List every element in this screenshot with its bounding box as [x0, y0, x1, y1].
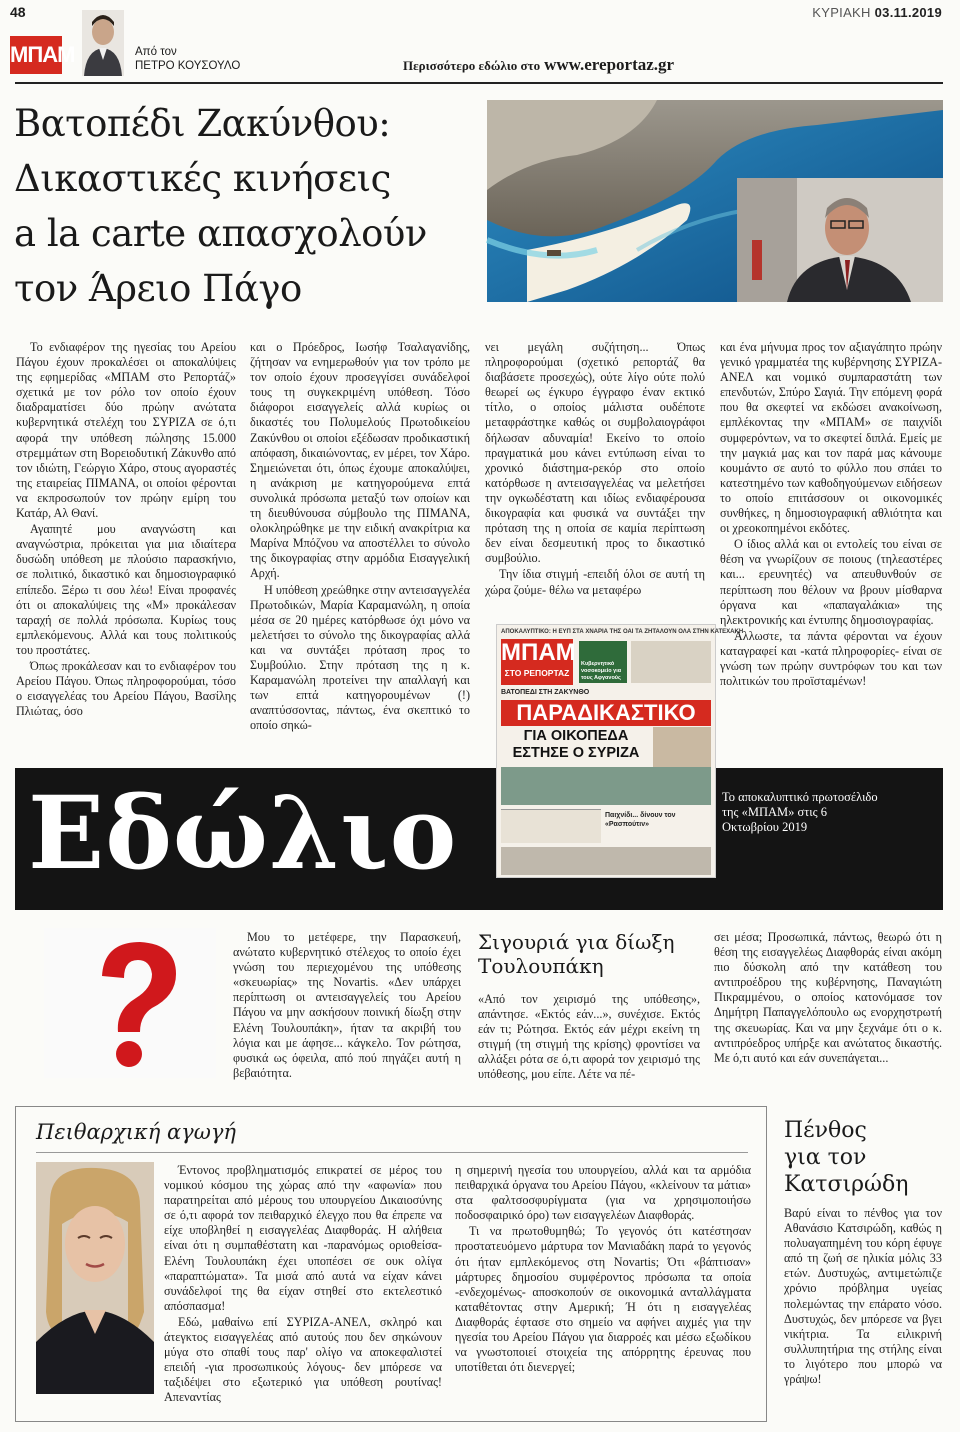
discipline-column-2 [455, 1163, 751, 1376]
zakynthos-beach-photo [487, 100, 943, 302]
headline-line: Δικαστικές κινήσεις [14, 157, 391, 200]
paragraph: νει μεγάλη συζήτηση... Όπως πληροφορούμαι (σχετικό ρεπορτάζ θα διαβάσετε προσεχώς), ούτε λίγο ούτε πολύ θεωρεί ως έγκυρο έγγραφο έναν εκτικό τίτλο, ο οποίος μάλιστα ουδέποτε μεταφράστηκε καθώς οι συμβολαιογράφοι δήλωσαν αδυναμία! Εκείνο το οποίο πραγματικά μου κάνει εντύπωση είναι το χρονικό διάστημα-ρεκόρ στο οποίο κατόρθωσε η αντεισαγγελέας να μελετήσει την ογκωδέστατη και ιδίως ενδιαφέρουσα δικογραφία και φυσικά να συντάξει την πρόταση της η οποία σε καμία περίπτωση δεν είναι δεσμευτική προς το δικαστικό συμβούλιο. [485, 340, 705, 566]
cover-text-block [501, 809, 601, 843]
paragraph: Άλλωστε, τα πάντα φέρονται να έχουν καταγραφεί και -κατά πληροφορίες- είναι σε γνώση των πρώην συντρόφων του και των πολιτικών του προϊσταμένων! [720, 628, 942, 689]
middle-column-1 [233, 930, 461, 1082]
paragraph: Το ενδιαφέρον της ηγεσίας του Αρείου Πάγου έχουν προκαλέσει οι αποκαλύψεις της εφημερίδας «ΜΠΑΜ στο Ρεπορτάζ» σχετικά με τον ρόλο τον οποίο έχουν διαδραματίσει δύο πρώην ανώτατα κυβερνητικά στελέχη του ΣΥΡΙΖΑ σε ό,τι αφορά την υπόθεση πώλησης 15.000 στρεμμάτων στη Βορειοδυτική Ζάκυνθο από τον ιδιώτη, Γεώργιο Χάρο, στους αγοραστές της εταιρείας ΠΙΜΑΝΑ, οι οποίοι φέρονται να εκπροσωπούν τον πρώην εμίρη του Κατάρ, Αλ Θανί. [16, 340, 236, 521]
day-label: ΚΥΡΙΑΚΗ [812, 5, 871, 20]
cover-kicker: ΒΑΤΟΠΕΔΙ ΣΤΗ ΖΑΚΥΝΘΟ [501, 689, 590, 696]
paragraph: Την ίδια στιγμή -επειδή όλοι σε αυτή τη χώρα ζούμε- θέλω να μεταφέρω [485, 567, 705, 597]
paragraph: Εδώ, μαθαίνω επί ΣΥΡΙΖΑ-ΑΝΕΛ, σκληρό και άτεγκτος εισαγγελέας από αυτούς που δεν σηκώνουν μύγα στο σπαθί τους παρ' ολίγο να αποκεφαλιστεί επειδή -για προσωπικούς λόγους- δεν μπόρεσε να ταξιδέψει στο εξωτερικό για υπόθεση ρουτίνας! Απεναντίας [164, 1314, 442, 1405]
article-column-3 [485, 340, 705, 599]
paragraph: και ένα μήνυμα προς τον αξιαγάπητο πρώην γενικό γραμματέα της κυβέρνησης ΣΥΡΙΖΑ-ΑΝΕΛ και νομικό συμπαραστάτη των επενδυτών, Σπύρο Σαγιά. Την επόμενη φορά που θα σκεφτεί να εκδώσει ανακοίνωση, εμπλέκοντας την «ΜΠΑΜ» σε παιχνίδι συμφερόντων, να το σκεφτεί διπλά. Εμείς με την μαγκιά μας και τον παρά μας κάνουμε κουμάντο σε αυτό το φύλλο που σπάει το κατεστημένο των καθοδηγούμενων ειδήσεων το οποίο επιτάσσουν οι οικονομικές συνθήκες, η δημοσιογραφική αθλιότητα και οι χρεοκοπημένοι εκδότες. [720, 340, 942, 536]
cover-title: ΠΑΡΑΔΙΚΑΣΤΙΚΟ [501, 700, 711, 726]
article-column-4 [720, 340, 942, 690]
cover-subtitle [501, 728, 651, 762]
grief-title-line: Κατσιρώδη [784, 1172, 909, 1197]
author-prefix: Από τον [135, 46, 177, 58]
subhead-diwxi: Σιγουριά για δίωξη Τουλουπάκη [478, 930, 675, 978]
page-number: 48 [10, 4, 26, 20]
paragraph: Τι να πρωτοθυμηθώ; Το γεγονός ότι κατέστησαν προστατευόμενο μάρτυρα τον Μανιαδάκη παρά το γεγονός ότι ήταν εμπλεκόμενος στη Novartis; Ότι «βάπτισαν» μάρτυρες δημοσίου συμφέροντος πρόσωπα τα οποία -ενδεχομένως- αποσκοπούν σε οικονομικά ανταλλάγματα καταθέτοντας στην Αμερική; Ή ότι η εισαγγελέας Διαφθοράς έφτασε στο σημείο να αφήνει αιχμές για την ηγεσία του Αρείου Πάγου για διαρροές και μέσω εξωδίκου να γνωστοποιεί στοιχεία της απόρρητης έρευνας που υποτίθεται ότι διενεργεί; [455, 1224, 751, 1375]
paragraph: Ο ίδιος αλλά και οι εντολείς του είναι σε θέση να γνωρίζουν σε ποιους (τηλεαστέρες και... ερευνητές) να απευθυνθούν σε περίπτωση που θέλουν να βρουν μίσθαρνα όργανα και «παπαγαλάκια» της ηλεκτρονικής και έντυπης δημοσιογραφίας. [720, 537, 942, 627]
cover-side-label: Κυβερνητικό νοσοκομείο για τους Αφγανούς [581, 661, 622, 681]
paragraph: σει μέσα; Προσωπικά, πάντως, θεωρώ ότι η θέση της εισαγγελέως Διαφθοράς είναι ακόμη πιο δύσκολη από την κατάθεση του αντιπροέδρου της κυβέρνησης, Παναγιώτη Πικραμμένου, ο οποίος κατονόμασε τον Δημήτρη Παπαγγελόπουλο ως ενορχηστρωτή της σκευωρίας. Και να μην ξεχνάμε ότι ο κ. αντιπρόεδρος υπήρξε και ανώτατος δικαστής. Με ό,τι αυτό και εάν συνεπάγεται... [714, 930, 942, 1065]
section-title: Εδώλιο [28, 774, 458, 892]
paragraph: Αγαπητέ μου αναγνώστη και αναγνώστρια, πρόκειται για μια ιδιαίτερα δυσώδη υπόθεση με πλούσιο παρασκήνιο, σε πολιτικό, δικαστικό και δημοσιογραφικό επίπεδο. Ξέρω τι σου λέω! Είναι προφανές ότι οι αποκαλύψεις της «Μ» προκάλεσαν ταραχή σε πολλά πρόσωπα. Κυρίως τους εμπλεκόμενους. Αλλά και τους πολιτικούς του προστάτες. [16, 522, 236, 657]
headline-line: Βατοπέδι Ζακύνθου: [14, 102, 391, 145]
author-byline [135, 45, 240, 73]
grief-title [784, 1117, 908, 1198]
date-line [812, 5, 942, 20]
cover-logo-top: ΜΠΑΜ [501, 639, 576, 666]
front-page-cover [496, 624, 744, 878]
discipline-column-1 [164, 1163, 442, 1407]
author-name: ΠΕΤΡΟ ΚΟΥΣΟΥΛΟ [135, 60, 241, 72]
article-column-2 [250, 340, 470, 734]
box-divider [36, 1152, 748, 1153]
grief-text [784, 1206, 942, 1388]
grief-title-line: για τον [784, 1145, 867, 1170]
middle-column-2 [478, 992, 700, 1084]
cover-logo [501, 639, 576, 685]
paragraph: Η υπόθεση χρεώθηκε στην αντεισαγγελέα Πρωτοδικών, Μαρία Καραμανώλη, η οποία μέσα σε 20 ημέρες κατόρθωσε όχι μόνο να μελετήσει το σύνολο της δικογραφίας αλλά και να συντάξει πρόταση προς το Συμβούλιο. Στην πρόταση της η κ. Καραμανώλη προτείνει την απαλλαγή και των επτά κατηγορουμένων (!) αναπτύσσοντας, πάντως, ένα σκεπτικό το οποίο σηκώ- [250, 582, 470, 733]
more-label: Περισσότερο εδώλιο στο [403, 58, 541, 73]
prosecutor-photo [36, 1162, 154, 1394]
masthead-rule [15, 82, 943, 84]
middle-column-3 [714, 930, 942, 1067]
question-mark-icon [44, 928, 216, 1078]
headline-line: a la carte απασχολούν [14, 212, 427, 255]
cover-subtitle-line: ΓΙΑ ΟΙΚΟΠΕΔΑ [523, 728, 629, 744]
cover-top-strip: ΑΠΟΚΑΛΥΠΤΙΚΟ: Η ΕΥΠ ΣΤΑ ΧΝΑΡΙΑ ΤΗΣ ΟΑΙ ΤΑ ΖΗΤΑΛΟΥΝ ΟΛΑ ΣΤΗΝ ΚΑΤΕΧΑΚΗ [501, 629, 744, 635]
paragraph: Έντονος προβληματισμός επικρατεί σε μέρος του νομικού κόσμου της χώρας από την «αφωνία» που παρατηρείται από μέρους του υπουργείου Δικαιοσύνης σε ό,τι αφορά τον πειθαρχικό έλεγχο που θα έπρεπε να είχε υποβληθεί η εισαγγελέας Διαφθοράς. Η αλήθεια είναι ότι η συμπαθέστατη και -παρανόμως οριοθείσα- Ελένη Τουλουπάκη έχει υποπέσει σε ουκ ολίγα «παραπτώματα». Τα μισά από αυτά να είχαν κάνει συνάδελφοί της θα είχαν στηθεί στο εκτελεστικό απόσπασμα! [164, 1163, 442, 1313]
paragraph: η σημερινή ηγεσία του υπουργείου, αλλά και τα αρμόδια πειθαρχικά όργανα του Αρείου Πάγου, «κλείνουν τα μάτια» στα φαλτσοσφυρίγματα (για να χρησιμοποιήσω ποδοσφαιρικό όρο) των εισαγγελέων Διαφθοράς. [455, 1163, 751, 1223]
issue-date: 03.11.2019 [874, 5, 942, 20]
paragraph: Βαρύ είναι το πένθος για τον Αθανάσιο Κατσιρώδη, καθώς η πολυαγαπημένη του κόρη έφυγε από τη ζωή σε ηλικία μόλις 33 ετών. Δυστυχώς, αντιμετώπιζε χρόνιο πρόβλημα υγείας πολεμώντας την επάρατο νόσο. Δυστυχώς, δεν μπόρεσε να βγει νικήτρια. Τα ειλικρινή συλλυπητήρια της στήλης είναι το λιγότερο που μπορώ να γράψω! [784, 1206, 942, 1387]
cover-bottom-tag: Παιχνίδι... δίνουν τον «Ρασπούτιν» [605, 812, 676, 828]
cover-thumb-2 [631, 641, 711, 683]
paragraph: «Από τον χειρισμό της υπόθεσης», απάντησε. «Εκτός εάν...», συνέχισε. Εκτός εάν τι; Ρώτησα. Εκτός εάν μέχρι εκείνη τη στιγμή (τη στιγμή της κρίσης) φροντίσει να αλλάξει ρότα σε ό,τι αφορά τον χειρισμό της υπόθεσης, μου είπε. Λέτε να πέ- [478, 992, 700, 1082]
discipline-title: Πειθαρχική αγωγή [36, 1120, 236, 1144]
paragraph: και ο Πρόεδρος, Ιωσήφ Τσαλαγανίδης, ζήτησαν να ενημερωθούν για τον τρόπο με τον οποίο έχουν προσεγγίσει συνάδελφοί τους τη συγκεκριμένη υπόθεση. Τόσο διάφοροι εισαγγελείς αλλά κυρίως οι δικαστές του Πολυμελούς Πρωτοδικείου Ζακύνθου οι οποίοι εξέδωσαν προδικαστική απόφαση, δικαιώνοντας, εν μέρει, τον Χάρο. Σημειώνεται ότι, όπως έχουμε αποκαλύψει, η ανάκριση με κατηγορούμενα επτά συνολικά πρόσωπα μεταξύ των οποίων και τη διευθύνουσα σύμβουλο της ΠΙΜΑΝΑ, ολοκληρώθηκε με την ειδική ανακρίτρια κα Μαρίνα Μπόζνου να αποστέλλει το σύνολο της δικογραφίας στην αρμόδια Εισαγγελική Αρχή. [250, 340, 470, 581]
headline-line: τον Άρειο Πάγο [14, 267, 302, 310]
author-photo [82, 10, 124, 76]
more-link[interactable] [403, 55, 674, 75]
website-url[interactable]: www.ereportaz.gr [544, 55, 675, 74]
cover-photo-sheikh [653, 727, 711, 767]
cover-caption: Το αποκαλυπτικό πρωτοσέλιδο της «ΜΠΑΜ» στις 6 Οκτωβρίου 2019 [722, 790, 878, 834]
bam-logo: ΜΠΑΜ [10, 36, 62, 74]
cover-photo-landscape [501, 767, 711, 805]
paragraph: Μου το μετέφερε, την Παρασκευή, ανώτατο κυβερνητικό στέλεχος το οποίο έχει γνώση του περιεχομένου της υπόθεσης «σκευωρίας» της Novartis. «Δεν υπάρχει περίπτωση οι αντεισαγγελείς του Αρείου Πάγου να μην ασκήσουν ποινική δίωξη στην Ελένη Τουλουπάκη», ήταν τα ακριβή του λόγια και με άφησε... κάγκελο. Τον ρώτησα, φυσικά ως όφειλα, από πού πηγάζει αυτή η βεβαιότητα. [233, 930, 461, 1080]
article-column-1 [16, 340, 236, 720]
grief-title-line: Πένθος [784, 1118, 867, 1143]
paragraph: Όπως προκάλεσαν και το ενδιαφέρον του Αρείου Πάγου. Όπως πληροφορούμαι, τόσο ο εισαγγελέας του Αρείου Πάγου, Βασίλης Πλιώτας, όσο [16, 658, 236, 719]
headline [14, 96, 484, 316]
cover-logo-bottom: ΣΤΟ ΡΕΠΟΡΤΑΖ [504, 668, 570, 678]
cover-photo-strip [501, 847, 711, 875]
cover-subtitle-line: ΕΣΤΗΣΕ Ο ΣΥΡΙΖΑ [512, 745, 640, 761]
